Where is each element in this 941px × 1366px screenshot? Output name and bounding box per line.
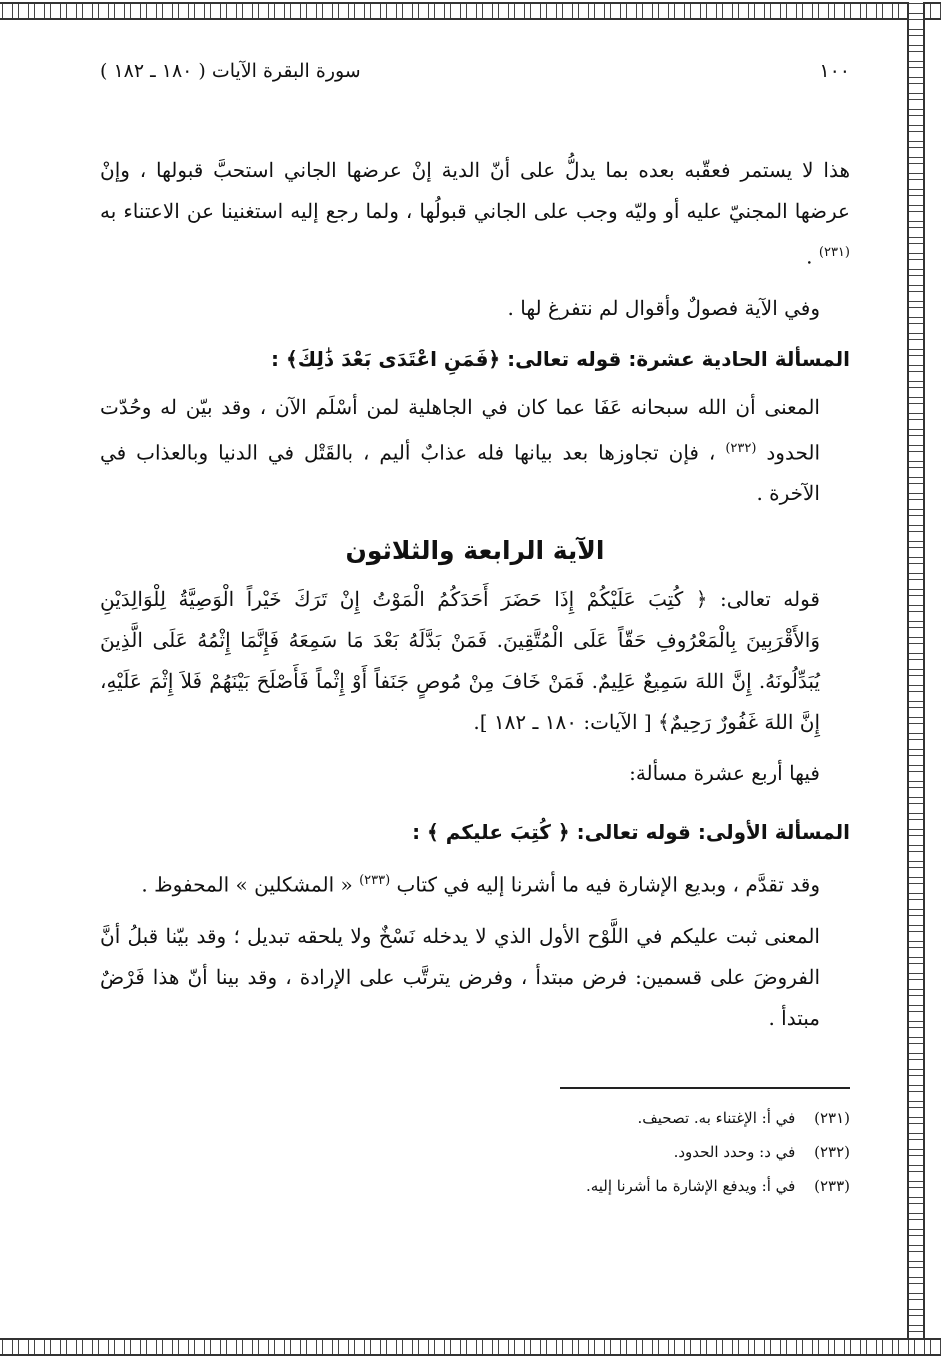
footnote-number: (٢٣١) (814, 1108, 850, 1127)
paragraph-5-text-a: وقد تقدَّم ، وبديع الإشارة فيه ما أشرنا إليه في كتاب (396, 872, 820, 897)
paragraph-3-text-a: المعنى أن الله سبحانه عَفَا عما كان في الجاهلية لمن أسْلَم الآن ، وقد بيّن له وحُدّت الحدود (100, 394, 821, 465)
footnote-231 (100, 1101, 850, 1135)
footnote-divider (560, 1087, 850, 1089)
paragraph-1-end: . (806, 244, 813, 269)
paragraph-1 (100, 150, 850, 278)
running-title: سورة البقرة الآيات ( ١٨٠ ـ ١٨٢ ) (100, 60, 361, 82)
footnote-text: في أ: الإغتناء به. تصحيف. (637, 1108, 796, 1127)
footnote-233 (100, 1169, 850, 1203)
paragraph-1-text: هذا لا يستمر فعقّبه بعده بما يدلُّ على أنّ الدية إنْ عرضها الجاني استحبَّ قبولها ، وإنْ عرضها المجنيّ عليه أو وليّه وجب على الجاني قبولُها ، ولما رجع إليه استغنينا عن الاعتناء به (100, 158, 850, 223)
paragraph-6: المعنى ثبت عليكم في اللَّوْح الأول الذي لا يدخله نَسْخٌ ولا يلحقه تبديل ؛ وقد بيّنا قبلُ أنَّ الفروضَ على قسمين: فرض مبتدأ ، وفرض يترتَّب على الإرادة ، وقد بينا أنّ هذا فَرْضٌ مبتدأ . (100, 923, 820, 1030)
section-heading: الآية الرابعة والثلاثون (345, 536, 605, 566)
question-11-heading: المسألة الحادية عشرة: قوله تعالى: ﴿فَمَنِ اعْتَدَى بَعْدَ ذَٰلِكَ﴾ : (271, 346, 850, 371)
decorative-border-top (0, 2, 941, 20)
paragraph-5 (100, 860, 850, 906)
page-number: ١٠٠ (819, 60, 850, 82)
paragraph-3 (100, 387, 850, 515)
decorative-border-right (907, 2, 925, 1344)
footnote-ref-232[interactable]: (٢٣٢) (725, 440, 757, 456)
paragraph-4: فيها أربع عشرة مسألة: (629, 761, 820, 786)
footnote-number: (٢٣٣) (814, 1176, 850, 1195)
footnote-ref-231[interactable]: (٢٣١) (818, 245, 850, 260)
question-1-heading: المسألة الأولى: قوله تعالى: ﴿ كُتِبَ عليكم ﴾ : (412, 820, 850, 845)
decorative-border-bottom (0, 1338, 941, 1356)
footnote-ref-233[interactable]: (٢٣٣) (359, 873, 391, 889)
quran-verse: قوله تعالى: ﴿ كُتِبَ عَلَيْكُمْ إِذَا حَضَرَ أَحَدَكُمُ الْمَوْتُ إِنْ تَرَكَ خَيْراً الْوَصِيَّةُ لِلْوَالِدَيْنِ وَالأَقْرَبِينَ بِالْمَعْرُوفِ حَقّاً عَلَى الْمُتَّقِينَ. فَمَنْ بَدَّلَهُ بَعْدَ مَا سَمِعَهُ فَإِنَّمَا إِثْمُهُ عَلَى الَّذِينَ يُبَدِّلُونَهُ. إِنَّ اللهَ سَمِيعٌ عَلِيمٌ. فَمَنْ خَافَ مِنْ مُوصٍ جَنَفاً أَوْ إِثْماً فَأَصْلَحَ بَيْنَهُمْ فَلاَ إِثْمَ عَلَيْهِ، إِنَّ اللهَ غَفُورٌ رَحِيمٌ﴾ [ الآيات: ١٨٠ ـ ١٨٢ ]. (100, 587, 820, 735)
paragraph-2: وفي الآية فصولٌ وأقوال لم نتفرغ لها . (507, 295, 820, 320)
footnote-number: (٢٣٢) (814, 1142, 850, 1161)
footnote-text: في أ: ويدفع الإشارة ما أشرنا إليه. (585, 1176, 796, 1195)
paragraph-3-text-b: ، فإن تجاوزها بعد بيانها فله عذابٌ أليم ، بالقَتْل في الدنيا وبالعذاب في الآخرة . (100, 440, 820, 506)
running-head (100, 60, 850, 100)
paragraph-5-text-b: « المشكلين » المحفوظ . (141, 872, 353, 897)
footnote-232 (100, 1135, 850, 1169)
footnote-text: في د: وحدد الحدود. (673, 1142, 796, 1161)
book-page (100, 60, 850, 1203)
